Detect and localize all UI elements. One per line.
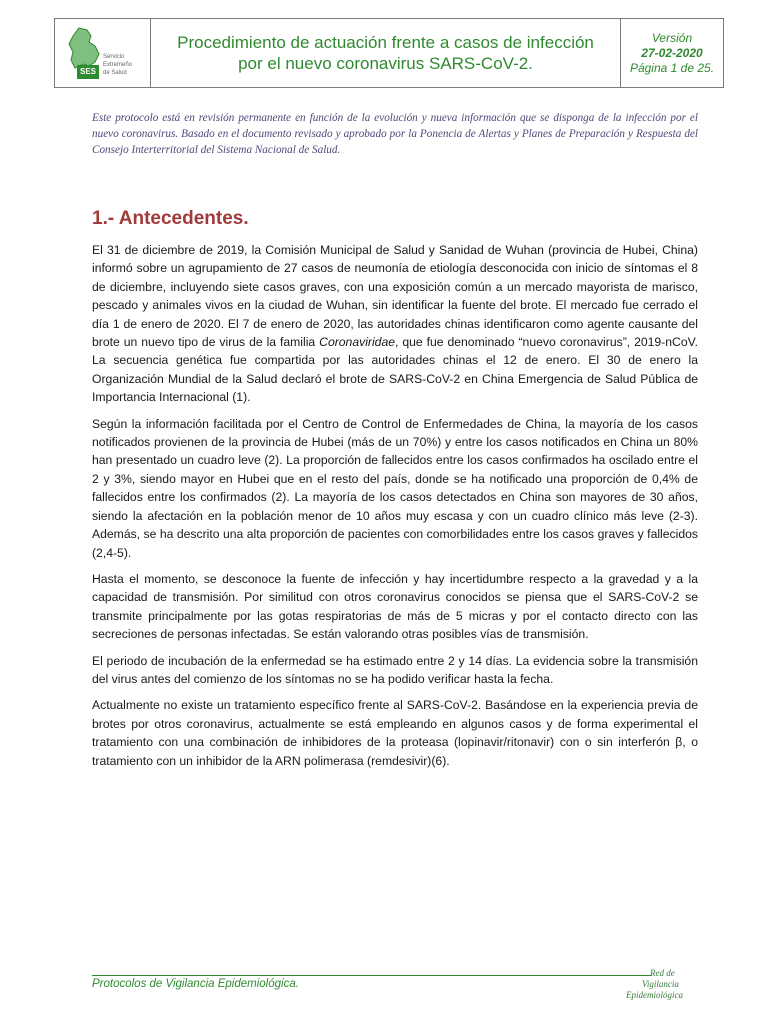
body-text <box>92 241 698 778</box>
surveillance-network-logo: Red de Vigilancia Epidemiológica <box>626 968 683 1000</box>
version-box <box>621 19 723 87</box>
paragraph-4: El periodo de incubación de la enfermedad se ha estimado entre 2 y 14 días. La evidencia sobre la transmisión del virus antes del comienzo de los síntomas no se ha podido verificar hasta la fecha. <box>92 653 698 686</box>
document-header <box>54 18 724 88</box>
paragraph-5: Actualmente no existe un tratamiento específico frente al SARS-CoV-2. Basándose en la experiencia previa de brotes por otros coronavirus, actualmente se está empleando en algunos casos y de forma experimental el tratamiento con una combinación de inhibidores de la proteasa (lopinavir/ritonavir) con o sin interferón β, o tratamiento con un inhibidor de la ARN polimerasa (remdesivir)(6). <box>92 698 698 768</box>
document-title: Procedimiento de actuación frente a casos de infección por el nuevo coronavirus SARS-CoV-2. <box>151 19 621 87</box>
intro-note: Este protocolo está en revisión permanente en función de la evolución y nueva información que se disponga de la infección por el nuevo coronavirus. Basado en el documento revisado y aprobado por la Ponencia de Alertas y Planes de Preparación y Respuesta del Consejo Interterritorial del Sistema Nacional de Salud. <box>92 112 698 156</box>
logo-caption: Servicio Extremeño de Salud <box>103 54 133 76</box>
ses-logo <box>55 19 151 87</box>
page-number: Página 1 de 25. <box>629 60 715 75</box>
footer-text: Protocolos de Vigilancia Epidemiológica. <box>92 978 299 990</box>
footer-divider <box>92 975 652 976</box>
paragraph-3: Hasta el momento, se desconoce la fuente de infección y hay incertidumbre respecto a la gravedad y a la capacidad de transmisión. Por similitud con otros coronavirus conocidos se piensa que el SARS-CoV-2 se transmite principalmente por las gotas respiratorias de más de 5 micras y por el contacto directo con las secreciones de personas infectadas. Se están valorando otras posibles vías de transmisión. <box>92 571 698 642</box>
paragraph-2: Según la información facilitada por el Centro de Control de Enfermedades de China, la mayoría de los casos notificados provienen de la provincia de Hubei (más de un 70%) y entre los casos notificados en China un 80% han presentado un cuadro leve (2). La proporción de fallecidos entre los casos confirmados ha oscilado entre el 2 y 3%, siendo mayor en Hubei que en el resto del país, donde se ha notificado una proporción de 0,4% de fallecidos entre los confirmados (2). La mayoría de los casos detectados en China son mayores de 30 años, siendo la afectación en la población menor de 10 años muy escasa y con un cuadro clínico más leve (2-3). Además, se ha descrito una alta proporción de pacientes con comorbilidades entre los casos graves y fallecidos (2,4-5). <box>92 416 698 560</box>
paragraph-1: El 31 de diciembre de 2019, la Comisión Municipal de Salud y Sanidad de Wuhan (provincia de Hubei, China) informó sobre un agrupamiento de 27 casos de neumonía de etiología desconocida con inicio de síntomas el 8 de diciembre, incluyendo siete casos graves, con una exposición común a un mercado mayorista de marisco, pescado y animales vivos en la ciudad de Wuhan, sin identificar la fuente del brote. El mercado fue cerrado el día 1 de enero de 2020. El 7 de enero de 2020, las autoridades chinas identificaron como agente causante del brote un nuevo tipo de virus de la familia Coronaviridae, que fue denominado “nuevo coronavirus”, 2019-nCoV. La secuencia genética fue compartida por las autoridades chinas el 12 de enero. El 30 de enero la Organización Mundial de la Salud declaró el brote de SARS-CoV-2 en China Emergencia de Salud Pública de Importancia Internacional (1). <box>92 243 698 405</box>
version-label: Versión <box>651 30 693 45</box>
version-date: 27-02-2020 <box>641 45 703 60</box>
section-title: 1.- Antecedentes. <box>92 208 249 229</box>
logo-abbr: SES <box>77 65 99 79</box>
